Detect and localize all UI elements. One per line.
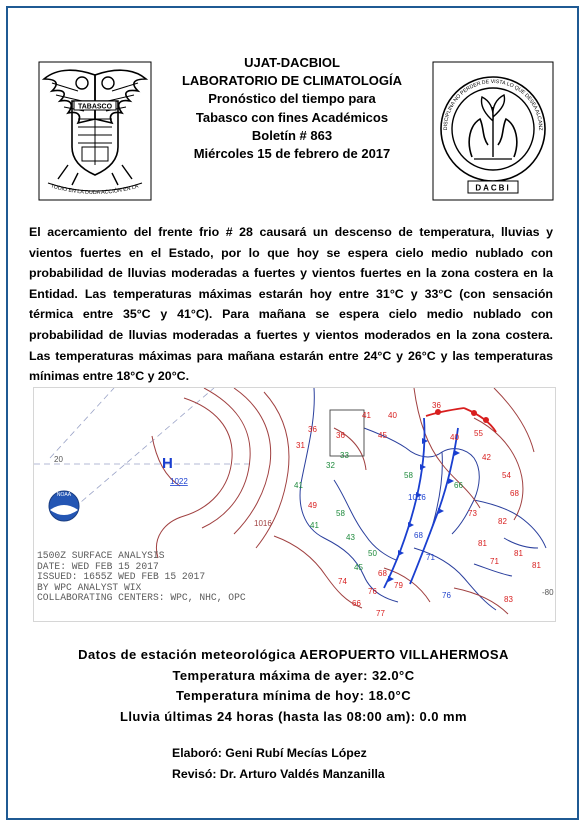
svg-text:71: 71 xyxy=(426,553,435,562)
svg-text:32: 32 xyxy=(326,461,335,470)
map-caption-line: 1500Z SURFACE ANALYSIS xyxy=(37,550,165,562)
pressure-label-pacific: 1016 xyxy=(254,519,272,528)
svg-text:68: 68 xyxy=(378,569,387,578)
svg-text:68: 68 xyxy=(510,489,519,498)
credits xyxy=(172,743,385,785)
svg-text:36: 36 xyxy=(336,431,345,440)
svg-text:66: 66 xyxy=(454,481,463,490)
station-data xyxy=(20,645,567,727)
svg-text:31: 31 xyxy=(296,441,305,450)
svg-text:41: 41 xyxy=(362,411,371,420)
logo-right-footer: DACBI xyxy=(475,183,511,193)
svg-text:77: 77 xyxy=(376,609,385,618)
map-caption-line: ISSUED: 1655Z WED FEB 15 2017 xyxy=(37,571,206,584)
svg-text:76: 76 xyxy=(442,591,451,600)
svg-text:33: 33 xyxy=(340,451,349,460)
svg-text:36: 36 xyxy=(432,401,441,410)
svg-text:54: 54 xyxy=(502,471,511,480)
svg-text:83: 83 xyxy=(504,595,513,604)
svg-text:66: 66 xyxy=(352,599,361,608)
pressure-label-gulf: 1016 xyxy=(408,493,426,502)
map-caption-line: DATE: WED FEB 15 2017 xyxy=(37,560,159,573)
svg-text:45: 45 xyxy=(378,431,387,440)
svg-text:73: 73 xyxy=(468,509,477,518)
bulletin-number: Boletín # 863 xyxy=(251,127,333,143)
laboratory-name: LABORATORIO DE CLIMATOLOGÍA xyxy=(181,73,403,89)
svg-text:81: 81 xyxy=(532,561,541,570)
logo-right-motto: DISCIPLINA NO PERDER DE VISTA LO QUE DESEA ALCANZ xyxy=(442,78,544,131)
reviewed-by: Revisó: Dr. Arturo Valdés Manzanilla xyxy=(172,767,385,781)
map-caption-line: BY WPC ANALYST WIX xyxy=(37,581,142,594)
svg-text:81: 81 xyxy=(514,549,523,558)
map-caption xyxy=(37,551,246,604)
svg-text:82: 82 xyxy=(498,517,507,526)
station-title: Datos de estación meteorológica AEROPUERTO VILLAHERMOSA xyxy=(78,647,509,662)
high-pressure-symbol: H xyxy=(162,455,173,472)
forecast-paragraph: El acercamiento del frente frio # 28 causará un descenso de temperatura, lluvias y vientos fuertes en el Estado, por lo que hoy se espera cielo medio nublado con probabilidad de lluvias moderadas a fuertes y vientos fuertes en la zona costera en la Entidad. Las temperaturas máximas estarán hoy entre 31°C y 33°C (con sensación térmica entre 35°C y 41°C). Para mañana se espera cielo medio nublado con probabilidad de lluvias moderadas a fuertes y vientos moderados en la zona costera. Las temperaturas máximas para mañana estarán entre 24°C y 26°C y las temperaturas mínimas entre 18°C y 20°C. xyxy=(29,225,553,384)
svg-text:45: 45 xyxy=(354,563,363,572)
svg-text:43: 43 xyxy=(346,533,355,542)
svg-text:49: 49 xyxy=(308,501,317,510)
max-temperature: Temperatura máxima de ayer: 32.0°C xyxy=(172,667,415,683)
svg-text:41: 41 xyxy=(294,481,303,490)
svg-text:81: 81 xyxy=(478,539,487,548)
svg-text:74: 74 xyxy=(338,577,347,586)
min-temperature: Temperatura mínima de hoy: 18.0°C xyxy=(175,688,412,704)
svg-text:76: 76 xyxy=(368,587,377,596)
map-caption-line: COLLABORATING CENTERS: WPC, NHC, OPC xyxy=(37,592,246,605)
forecast-subtitle: Tabasco con fines Académicos xyxy=(195,109,389,125)
prepared-by: Elaboró: Geni Rubí Mecías López xyxy=(172,746,367,760)
institution-name: UJAT-DACBIOL xyxy=(244,55,340,70)
svg-text:58: 58 xyxy=(336,509,345,518)
logo-left-motto: TUDIO EN LA DUDA ACCIÓN EN LA xyxy=(49,183,139,197)
svg-text:36: 36 xyxy=(308,425,317,434)
svg-text:71: 71 xyxy=(490,557,499,566)
noaa-label: NOAA xyxy=(56,492,72,498)
logo-left-banner: TABASCO xyxy=(77,103,113,111)
rainfall: Lluvia últimas 24 horas (hasta las 08:00 am): 0.0 mm xyxy=(119,708,468,724)
dacbiol-seal-icon xyxy=(432,61,554,201)
svg-text:40: 40 xyxy=(450,433,459,442)
ujat-eagle-seal-icon xyxy=(38,61,152,201)
svg-text:40: 40 xyxy=(388,411,397,420)
svg-text:79: 79 xyxy=(394,581,403,590)
svg-text:55: 55 xyxy=(474,429,483,438)
high-pressure-value: 1022 xyxy=(170,477,188,486)
svg-text:42: 42 xyxy=(482,453,491,462)
bulletin-date: Miércoles 15 de febrero de 2017 xyxy=(193,146,391,162)
longitude-label: -80 xyxy=(542,588,554,597)
svg-text:68: 68 xyxy=(414,531,423,540)
ujat-logo xyxy=(38,61,152,201)
noaa-icon xyxy=(49,491,79,521)
forecast-title: Pronóstico del tiempo para xyxy=(208,91,376,107)
surface-analysis-map xyxy=(33,387,556,622)
bulletin-header xyxy=(150,54,434,163)
latitude-label: 20 xyxy=(54,455,63,464)
svg-text:41: 41 xyxy=(310,521,319,530)
dacbiol-logo xyxy=(432,61,554,201)
svg-text:58: 58 xyxy=(404,471,413,480)
svg-text:50: 50 xyxy=(368,549,377,558)
